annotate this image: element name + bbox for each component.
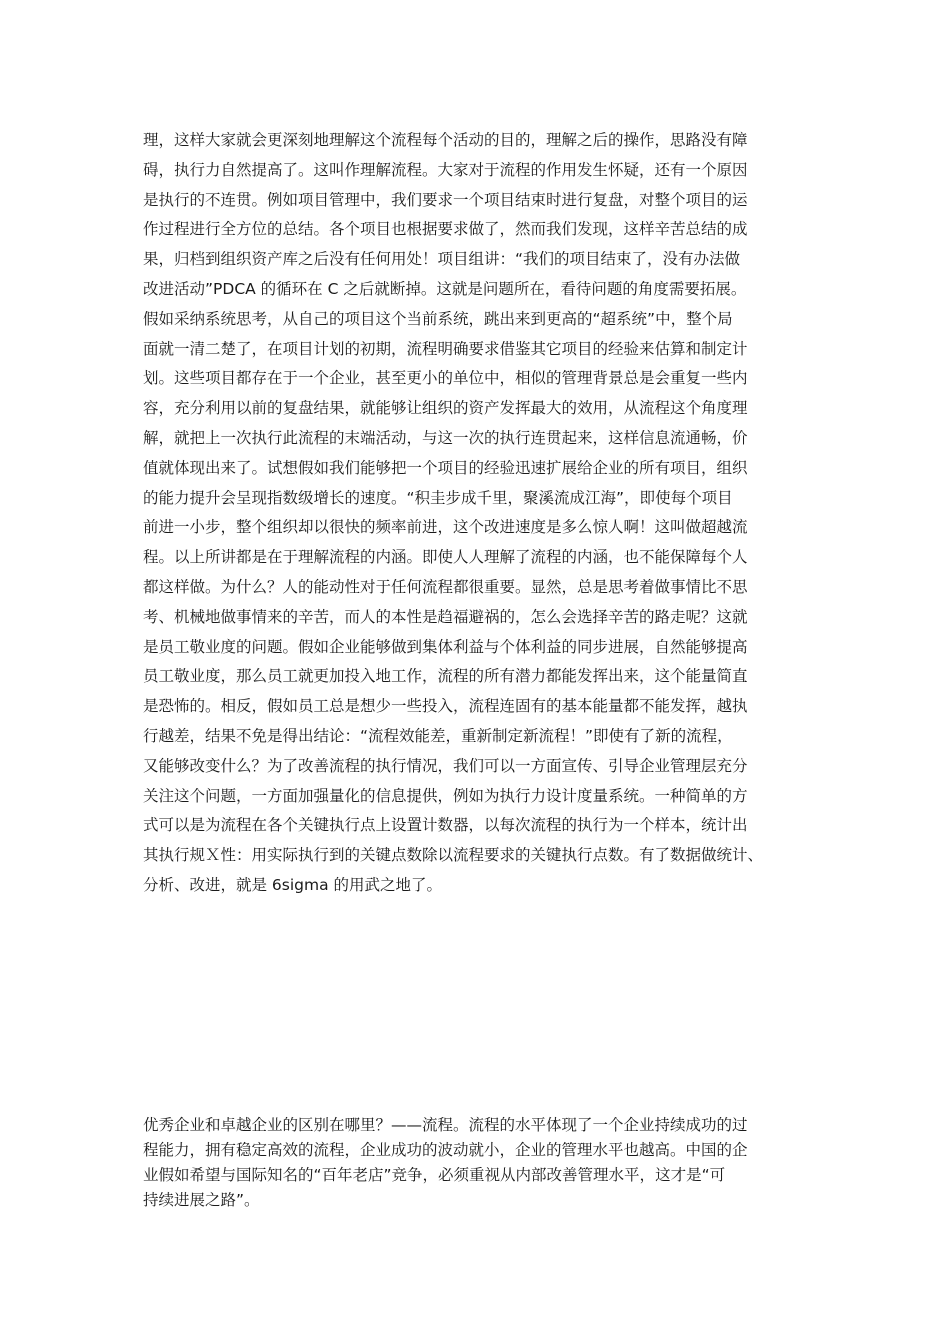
text-line: 假如采纳系统思考，从自己的项目这个当前系统，跳出来到更高的“超系统”中，整个局 xyxy=(143,309,733,328)
text-line: 解，就把上一次执行此流程的末端活动，与这一次的执行连贯起来，这样信息流通畅，价 xyxy=(143,428,748,447)
body-paragraph-2 xyxy=(143,1113,748,1213)
text-line: 容，充分利用以前的复盘结果，就能够让组织的资产发挥最大的效用，从流程这个角度理 xyxy=(143,399,748,418)
text-line: 又能够改变什么？为了改善流程的执行情况，我们可以一方面宣传、引导企业管理层充分 xyxy=(143,756,748,775)
text-line: 持续进展之路”。 xyxy=(143,1191,260,1209)
text-line: 分析、改进，就是 6sigma 的用武之地了。 xyxy=(143,875,443,894)
text-line: 式可以是为流程在各个关键执行点上设置计数器，以每次流程的执行为一个样本，统计出 xyxy=(143,816,748,835)
body-paragraph-1 xyxy=(143,126,763,901)
text-line: 划。这些项目都存在于一个企业，甚至更小的单位中，相似的管理背景总是会重复一些内 xyxy=(143,369,748,388)
text-line: 是执行的不连贯。例如项目管理中，我们要求一个项目结束时进行复盘，对整个项目的运 xyxy=(143,190,748,209)
text-line: 考、机械地做事情来的辛苦，而人的本性是趋福避祸的，怎么会选择辛苦的路走呢？这就 xyxy=(143,607,748,626)
text-line: 改进活动”PDCA 的循环在 C 之后就断掉。这就是问题所在，看待问题的角度需要拓展。 xyxy=(143,279,747,298)
text-line: 碍，执行力自然提高了。这叫作理解流程。大家对于流程的作用发生怀疑，还有一个原因 xyxy=(143,160,748,179)
text-line: 的能力提升会呈现指数级增长的速度。“积圭步成千里，聚溪流成江海”，即使每个项目 xyxy=(143,488,733,507)
text-line: 都这样做。为什么？人的能动性对于任何流程都很重要。显然，总是思考着做事情比不思 xyxy=(143,577,748,596)
text-line: 是恐怖的。相反，假如员工总是想少一些投入，流程连固有的基本能量都不能发挥，越执 xyxy=(143,697,748,716)
text-line: 理，这样大家就会更深刻地理解这个流程每个活动的目的，理解之后的操作，思路没有障 xyxy=(143,131,748,149)
text-line: 果，归档到组织资产库之后没有任何用处！项目组讲：“我们的项目结束了，没有办法做 xyxy=(143,250,741,269)
text-line: 优秀企业和卓越企业的区别在哪里？——流程。流程的水平体现了一个企业持续成功的过 xyxy=(143,1116,748,1134)
text-line: 面就一清二楚了，在项目计划的初期，流程明确要求借鉴其它项目的经验来估算和制定计 xyxy=(143,339,748,358)
text-line: 员工敬业度，那么员工就更加投入地工作，流程的所有潜力都能发挥出来，这个能量简直 xyxy=(143,667,748,686)
text-line: 关注这个问题，一方面加强量化的信息提供，例如为执行力设计度量系统。一种简单的方 xyxy=(143,786,748,805)
text-line: 作过程进行全方位的总结。各个项目也根据要求做了，然而我们发现，这样辛苦总结的成 xyxy=(143,220,748,239)
text-line: 其执行规Ｘ性：用实际执行到的关键点数除以流程要求的关键执行点数。有了数据做统计、 xyxy=(143,846,764,865)
text-line: 值就体现出来了。试想假如我们能够把一个项目的经验迅速扩展给企业的所有项目，组织 xyxy=(143,458,748,477)
text-line: 业假如希望与国际知名的“百年老店”竞争，必须重视从内部改善管理水平，这才是“可 xyxy=(143,1166,726,1184)
text-line: 行越差，结果不免是得出结论：“流程效能差，重新制定新流程！”即使有了新的流程， xyxy=(143,726,733,745)
text-line: 程能力，拥有稳定高效的流程，企业成功的波动就小，企业的管理水平也越高。中国的企 xyxy=(143,1141,748,1159)
text-line: 前进一小步，整个组织却以很快的频率前进，这个改进速度是多么惊人啊！这叫做超越流 xyxy=(143,518,748,537)
text-line: 是员工敬业度的问题。假如企业能够做到集体利益与个体利益的同步进展，自然能够提高 xyxy=(143,637,748,656)
text-line: 程。以上所讲都是在于理解流程的内涵。即使人人理解了流程的内涵，也不能保障每个人 xyxy=(143,548,748,567)
